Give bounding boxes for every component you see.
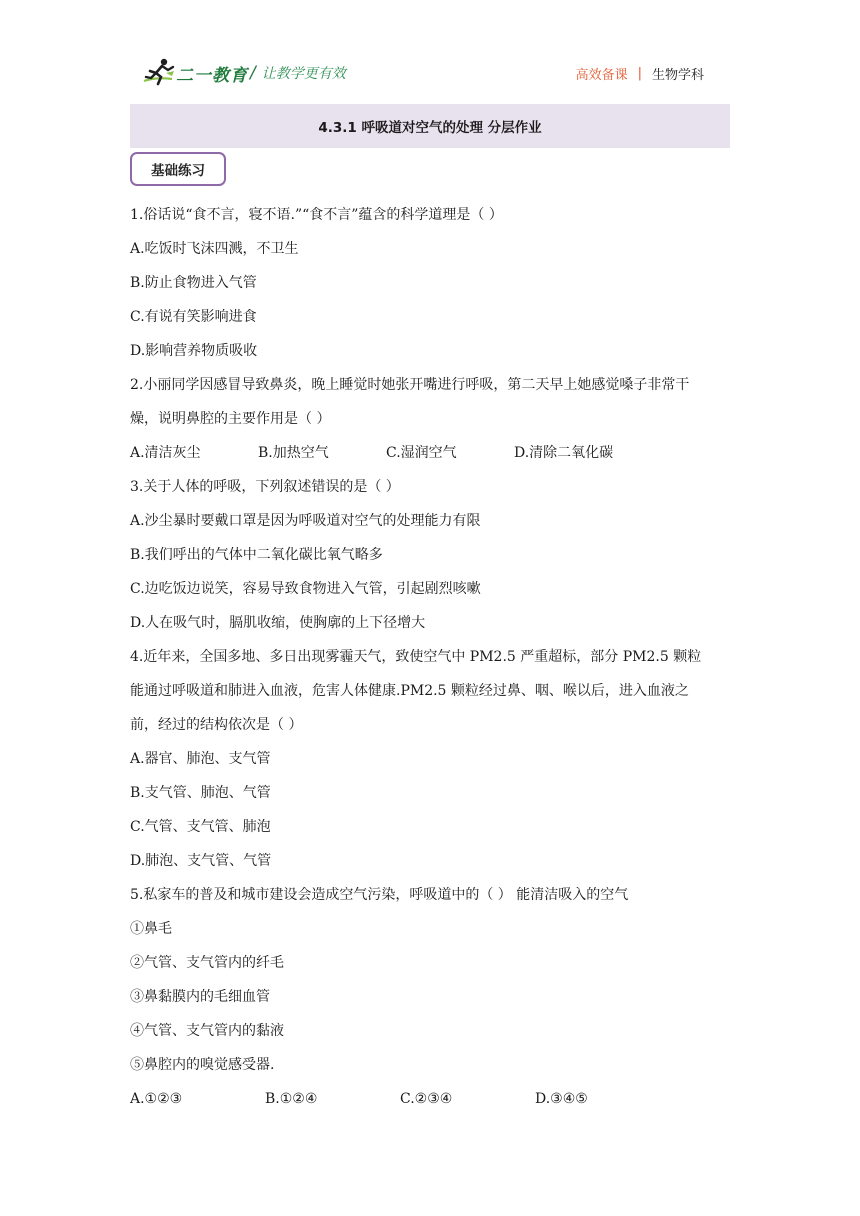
question-3-stem: 3.关于人体的呼吸，下列叙述错误的是（ ） (130, 479, 400, 495)
question-3-option-a: A.沙尘暴时要戴口罩是因为呼吸道对空气的处理能力有限 (130, 513, 481, 529)
question-4-option-d: D.肺泡、支气管、气管 (130, 853, 272, 869)
question-5-item-5: ⑤鼻腔内的嗅觉感受器. (130, 1057, 275, 1073)
question-5-option-c: C.②③④ (400, 1091, 453, 1107)
header-tag: 高效备课 (575, 68, 628, 83)
question-2-stem-line-2: 燥，说明鼻腔的主要作用是（ ） (130, 411, 331, 427)
question-2-option-b: B.加热空气 (258, 445, 329, 461)
question-1-stem: 1.俗话说“食不言，寝不语.”“食不言”蕴含的科学道理是（ ） (130, 207, 503, 223)
question-5-option-d: D.③④⑤ (535, 1091, 588, 1107)
question-2-options (130, 436, 730, 470)
question-5-option-b: B.①②④ (265, 1091, 318, 1107)
question-1-option-d: D.影响营养物质吸收 (130, 343, 258, 359)
header-separator: | (637, 66, 642, 81)
header-subject: 生物学科 (651, 68, 704, 83)
question-4-stem-line-1: 4.近年来，全国多地、多日出现雾霾天气，致使空气中 PM2.5 严重超标，部分 PM2.5 颗粒 (130, 649, 702, 665)
question-2-option-a: A.清洁灰尘 (130, 445, 201, 461)
question-2-stem-line-1: 2.小丽同学因感冒导致鼻炎，晚上睡觉时她张开嘴进行呼吸，第二天早上她感觉嗓子非常干 (130, 377, 690, 393)
question-5-item-1: ①鼻毛 (130, 921, 172, 937)
question-5-item-3: ③鼻黏膜内的毛细血管 (130, 989, 270, 1005)
question-5-stem: 5.私家车的普及和城市建设会造成空气污染，呼吸道中的（ ） 能清洁吸入的空气 (130, 887, 629, 903)
document-title: 4.3.1 呼吸道对空气的处理 分层作业 (130, 104, 730, 148)
logo-slash: / (250, 63, 256, 83)
question-1-option-a: A.吃饭时飞沫四溅，不卫生 (130, 241, 299, 257)
question-1-option-c: C.有说有笑影响进食 (130, 309, 257, 325)
question-2-option-c: C.湿润空气 (386, 445, 457, 461)
slogan: 让教学更有效 (261, 66, 346, 82)
header-right (576, 64, 704, 83)
question-4-option-a: A.器官、肺泡、支气管 (130, 751, 271, 767)
page-header (130, 56, 730, 92)
question-5-item-4: ④气管、支气管内的黏液 (130, 1023, 284, 1039)
question-5-options (130, 1082, 730, 1116)
question-2-option-d: D.清除二氧化碳 (514, 445, 614, 461)
question-1-option-b: B.防止食物进入气管 (130, 275, 257, 291)
question-5-item-2: ②气管、支气管内的纤毛 (130, 955, 284, 971)
brand-logo (142, 56, 346, 90)
question-3-option-b: B.我们呼出的气体中二氧化碳比氧气略多 (130, 547, 383, 563)
question-3-option-d: D.人在吸气时，膈肌收缩，使胸廓的上下径增大 (130, 615, 426, 631)
question-3-option-c: C.边吃饭边说笑，容易导致食物进入气管，引起剧烈咳嗽 (130, 581, 481, 597)
question-4-stem-line-3: 前，经过的结构依次是（ ） (130, 717, 303, 733)
section-label: 基础练习 (130, 152, 226, 186)
question-4-stem-line-2: 能通过呼吸道和肺进入血液，危害人体健康.PM2.5 颗粒经过鼻、咽、喉以后，进入血液之 (130, 683, 689, 699)
runner-logo-icon (142, 57, 176, 89)
question-4-option-c: C.气管、支气管、肺泡 (130, 819, 271, 835)
logo-text: 二一教育 (176, 65, 248, 86)
question-list (130, 198, 730, 1116)
question-4-option-b: B.支气管、肺泡、气管 (130, 785, 271, 801)
question-5-option-a: A.①②③ (130, 1091, 183, 1107)
